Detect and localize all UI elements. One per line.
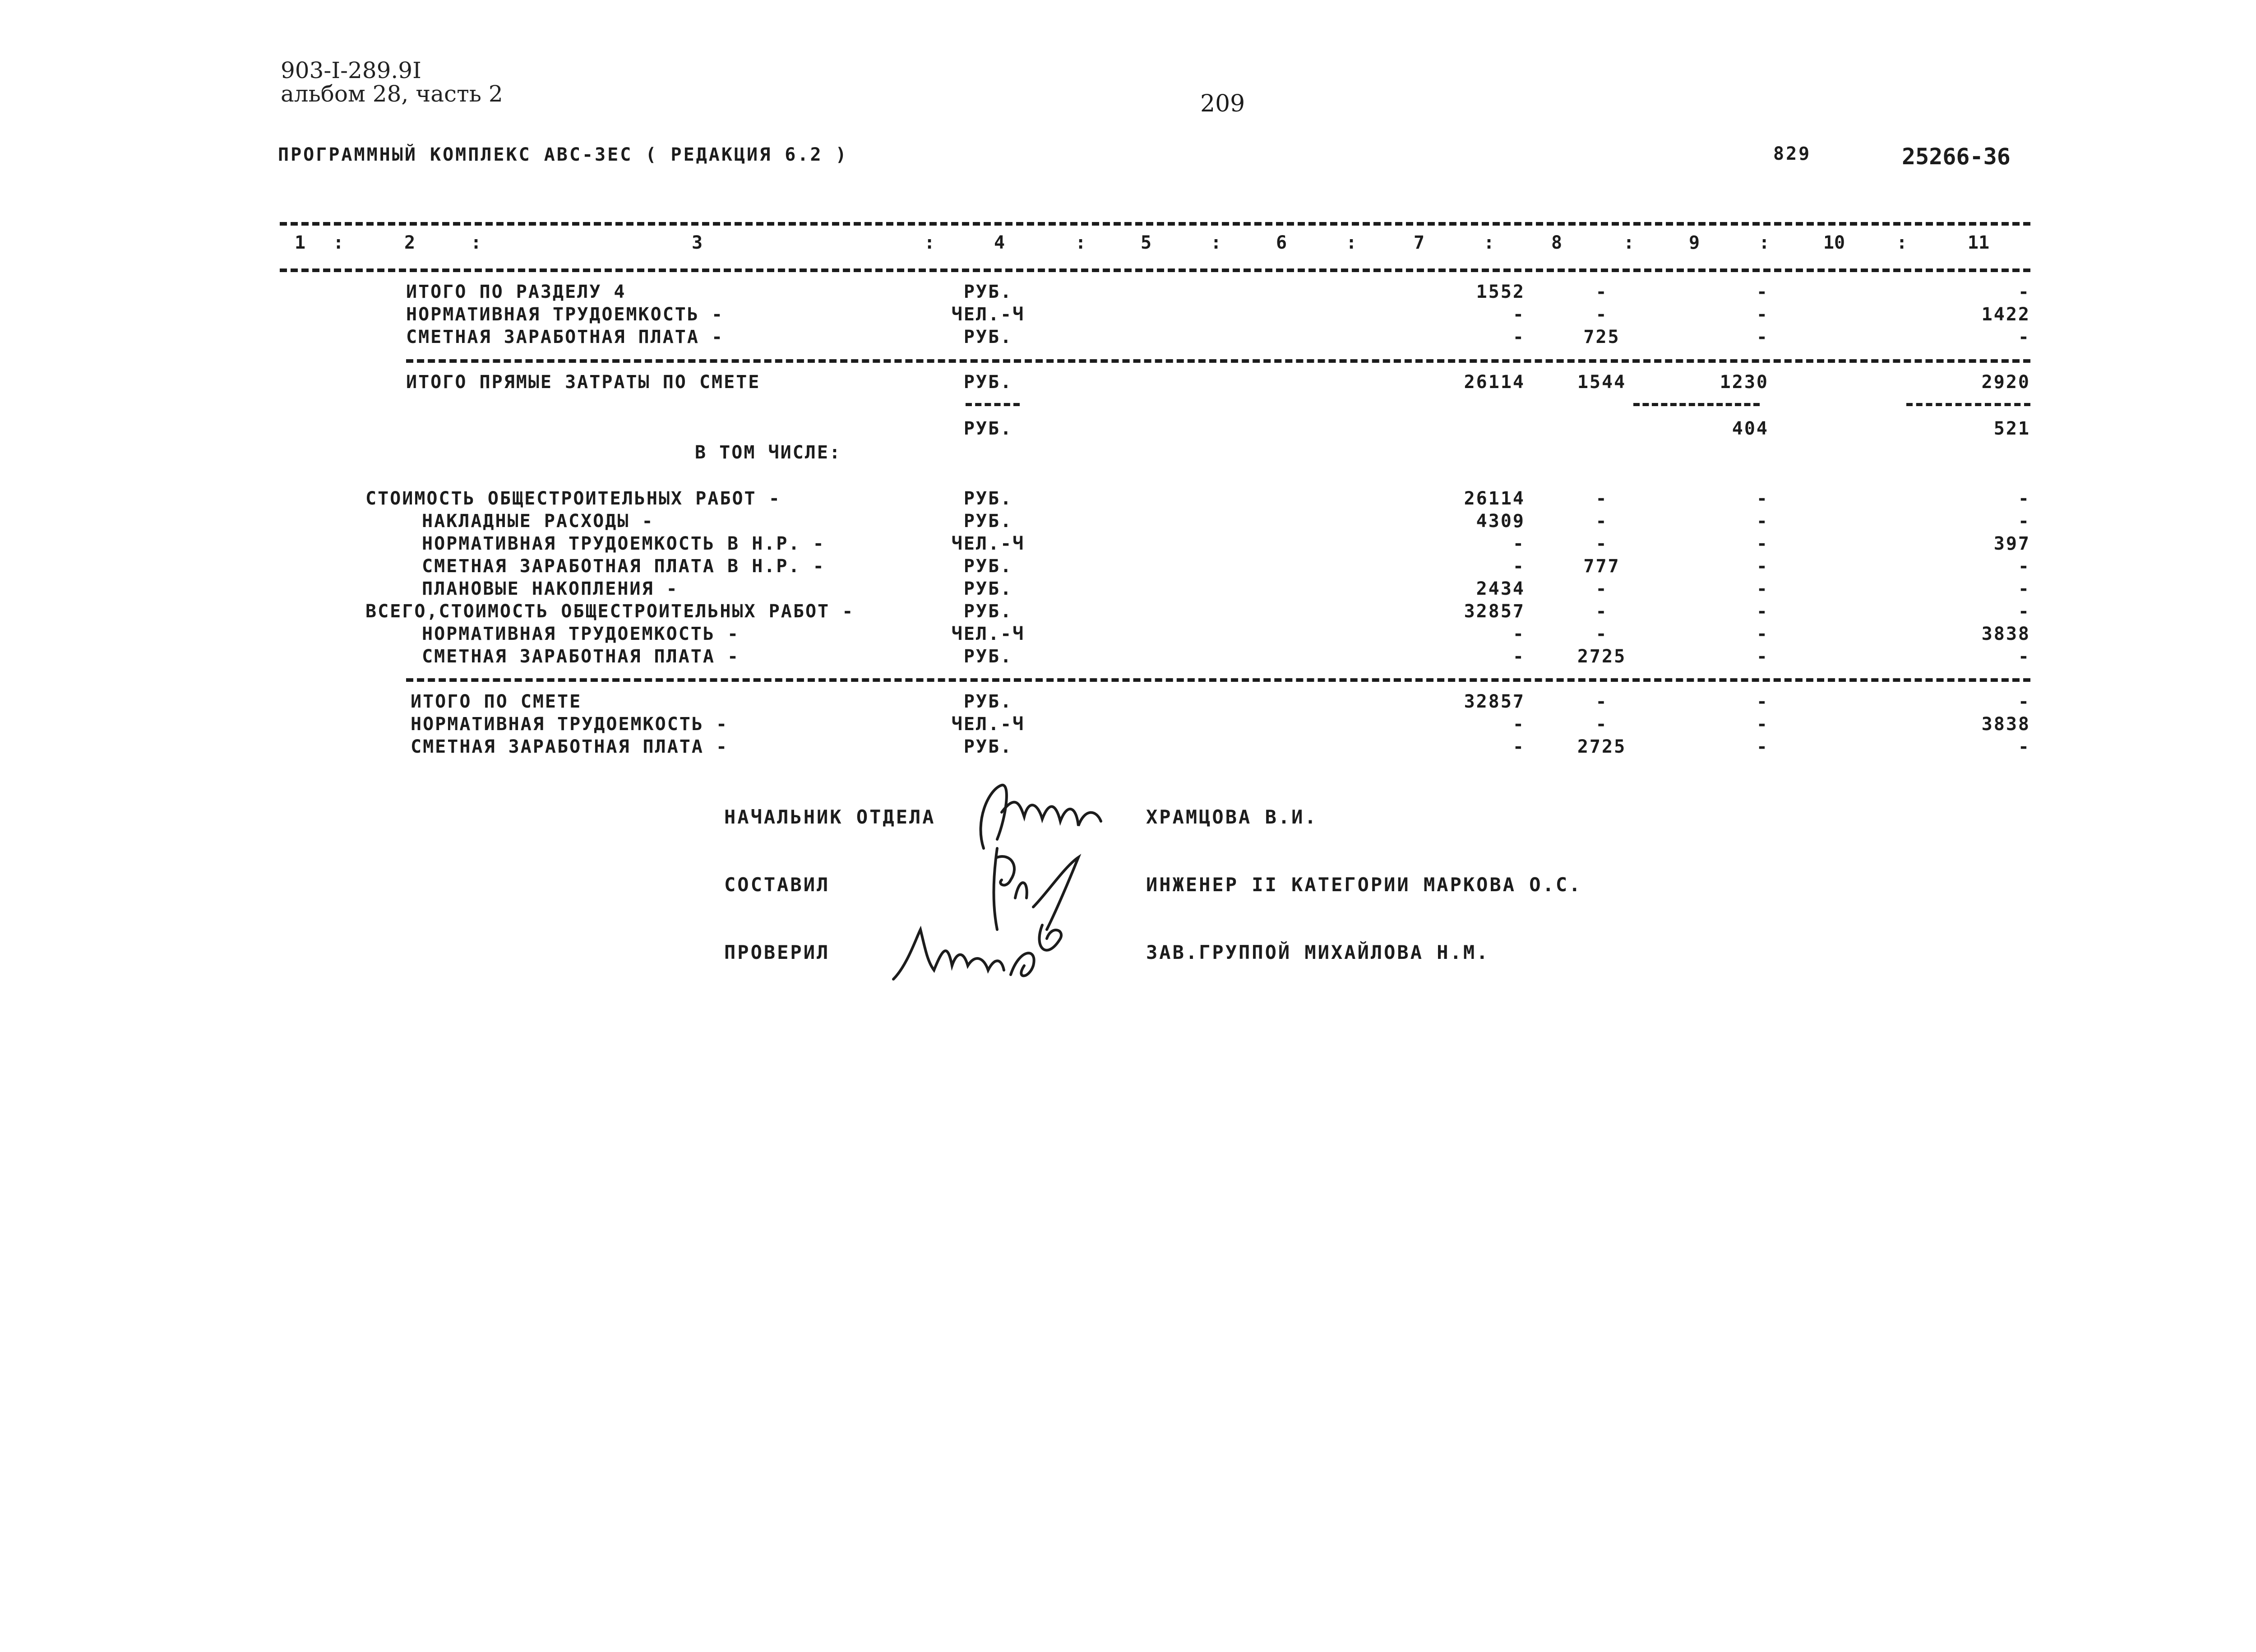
row-label: ПЛАНОВЫЕ НАКОПЛЕНИЯ -: [422, 578, 679, 599]
cell-col8: 777: [1583, 556, 1620, 577]
cell-col7: 26114: [1464, 372, 1525, 393]
row-label: НОРМАТИВНАЯ ТРУДОЕМКОСТЬ -: [406, 304, 724, 325]
column-separator: :: [470, 232, 482, 253]
column-separator: :: [1623, 232, 1635, 253]
row-label: ИТОГО ПО РАЗДЕЛУ 4: [406, 282, 626, 302]
cell-col9: -: [1756, 714, 1769, 735]
row-unit: РУБ.: [963, 511, 1013, 532]
cell-col8: -: [1595, 601, 1608, 622]
row-label: НОРМАТИВНАЯ ТРУДОЕМКОСТЬ В Н.Р. -: [422, 533, 825, 554]
signature-name-compiled: ИНЖЕНЕР II КАТЕГОРИИ МАРКОВА О.С.: [1146, 874, 1582, 896]
cell-col7: -: [1512, 533, 1525, 554]
row-unit: РУБ.: [963, 327, 1013, 347]
row-label: ВСЕГО,СТОИМОСТЬ ОБЩЕСТРОИТЕЛЬНЫХ РАБОТ -: [365, 601, 855, 622]
signature-role-checked: ПРОВЕРИЛ: [724, 941, 830, 963]
cell-col11: -: [2018, 327, 2030, 347]
column-number: 6: [1276, 232, 1287, 253]
cell-col9: -: [1756, 556, 1769, 577]
cell-col11: -: [2018, 511, 2030, 532]
cell-col9: 404: [1732, 418, 1769, 439]
cell-col7: 32857: [1464, 601, 1525, 622]
cell-col7: 32857: [1464, 691, 1525, 712]
cell-col8: 2725: [1577, 646, 1627, 667]
table-top-rule: [280, 222, 2030, 226]
cell-col9: 1230: [1720, 372, 1769, 393]
cell-col8: -: [1595, 533, 1608, 554]
column-separator: :: [1896, 232, 1908, 253]
row-unit: ЧЕЛ.-Ч: [951, 624, 1025, 644]
column-separator: :: [1210, 232, 1222, 253]
row-unit: РУБ.: [963, 372, 1013, 393]
cell-col11: -: [2018, 736, 2030, 757]
cell-col8: 2725: [1577, 736, 1627, 757]
row-label: ИТОГО ПРЯМЫЕ ЗАТРАТЫ ПО СМЕТЕ: [406, 372, 761, 393]
column-number: 2: [404, 232, 416, 253]
cell-col11: -: [2018, 282, 2030, 302]
row-label: НОРМАТИВНАЯ ТРУДОЕМКОСТЬ -: [422, 624, 740, 644]
column-number: 5: [1140, 232, 1152, 253]
cell-col8: -: [1595, 304, 1608, 325]
cell-col7: 4309: [1476, 511, 1525, 532]
table-row: [0, 578, 2256, 600]
cell-col9: -: [1756, 488, 1769, 509]
table-row: [0, 645, 2256, 668]
row-unit: ЧЕЛ.-Ч: [951, 304, 1025, 325]
row-label: ИТОГО ПО СМЕТЕ: [411, 691, 582, 712]
row-unit: РУБ.: [963, 282, 1013, 302]
table-row: [0, 713, 2256, 736]
code-25266-36: 25266-36: [1902, 143, 2011, 170]
cell-col9: -: [1756, 327, 1769, 347]
cell-col8: -: [1595, 488, 1608, 509]
cell-col8: -: [1595, 511, 1608, 532]
cell-col9: -: [1756, 736, 1769, 757]
cell-col9: -: [1756, 646, 1769, 667]
unit-underline: [966, 403, 1020, 406]
cell-col9: -: [1756, 691, 1769, 712]
row-unit: РУБ.: [963, 488, 1013, 509]
cell-col8: 1544: [1577, 372, 1627, 393]
document-code: 903-I-289.9I: [281, 57, 421, 83]
table-row: [0, 441, 2256, 464]
cell-col11: -: [2018, 578, 2030, 599]
row-label: СМЕТНАЯ ЗАРАБОТНАЯ ПЛАТА В Н.Р. -: [422, 556, 825, 577]
cell-col11: 397: [1993, 533, 2030, 554]
row-unit: ЧЕЛ.-Ч: [951, 714, 1025, 735]
table-row: [0, 736, 2256, 758]
table-row: [0, 532, 2256, 555]
row-label: В ТОМ ЧИСЛЕ:: [695, 442, 841, 463]
cell-col8: -: [1595, 624, 1608, 644]
cell-col9: -: [1756, 533, 1769, 554]
cell-col11: 3838: [1981, 714, 2030, 735]
cell-col8: -: [1595, 691, 1608, 712]
cell-col9: -: [1756, 624, 1769, 644]
album-label: альбом 28, часть 2: [281, 81, 503, 107]
cell-col7: 2434: [1476, 578, 1525, 599]
cell-col11: 1422: [1981, 304, 2030, 325]
table-row: [0, 555, 2256, 578]
cell-col9: -: [1756, 304, 1769, 325]
cell-col9: -: [1756, 601, 1769, 622]
cell-col7: -: [1512, 736, 1525, 757]
column-number: 1: [294, 232, 306, 253]
cell-col7: -: [1512, 646, 1525, 667]
cell-col9: -: [1756, 282, 1769, 302]
cell-col8: 725: [1583, 327, 1620, 347]
signature-role-compiled: СОСТАВИЛ: [724, 874, 830, 896]
row-label: СМЕТНАЯ ЗАРАБОТНАЯ ПЛАТА -: [411, 736, 729, 757]
section-rule-1: [406, 359, 2030, 363]
program-title: ПРОГРАММНЫЙ КОМПЛЕКС АВС-3ЕС ( РЕДАКЦИЯ 6.2 ): [278, 144, 848, 165]
section-rule-2: [406, 678, 2030, 682]
table-row: [0, 281, 2256, 303]
cell-col8: -: [1595, 714, 1608, 735]
cell-col11: -: [2018, 691, 2030, 712]
cell-col11: -: [2018, 488, 2030, 509]
cell-col7: -: [1512, 304, 1525, 325]
column-number: 3: [691, 232, 703, 253]
row-unit: ЧЕЛ.-Ч: [951, 533, 1025, 554]
row-label: НОРМАТИВНАЯ ТРУДОЕМКОСТЬ -: [411, 714, 729, 735]
signature-role-head: НАЧАЛЬНИК ОТДЕЛА: [724, 806, 936, 828]
row-unit: РУБ.: [963, 578, 1013, 599]
signature-name-head: ХРАМЦОВА В.И.: [1146, 806, 1318, 828]
row-label: СТОИМОСТЬ ОБЩЕСТРОИТЕЛЬНЫХ РАБОТ -: [365, 488, 781, 509]
signature-name-checked: ЗАВ.ГРУППОЙ МИХАЙЛОВА Н.М.: [1146, 941, 1490, 963]
table-row: [0, 690, 2256, 713]
column-number: 9: [1688, 232, 1700, 253]
row-label: СМЕТНАЯ ЗАРАБОТНАЯ ПЛАТА -: [422, 646, 740, 667]
cell-col7: -: [1512, 624, 1525, 644]
row-label: СМЕТНАЯ ЗАРАБОТНАЯ ПЛАТА -: [406, 327, 724, 347]
row-unit: РУБ.: [963, 601, 1013, 622]
column-separator: :: [924, 232, 935, 253]
column-number: 11: [1967, 232, 1990, 253]
row-unit: РУБ.: [963, 418, 1013, 439]
c9-underline: [1633, 403, 1760, 406]
cell-col7: 26114: [1464, 488, 1525, 509]
cell-col11: -: [2018, 556, 2030, 577]
table-row: [0, 487, 2256, 510]
table-row: [0, 623, 2256, 645]
cell-col8: -: [1595, 282, 1608, 302]
cell-col7: -: [1512, 556, 1525, 577]
row-label: НАКЛАДНЫЕ РАСХОДЫ -: [422, 511, 654, 532]
page-number: 209: [1200, 90, 1245, 117]
column-number: 7: [1413, 232, 1425, 253]
table-row: [0, 510, 2256, 532]
code-829: 829: [1773, 143, 1812, 164]
cell-col7: -: [1512, 327, 1525, 347]
column-number: 10: [1823, 232, 1845, 253]
cell-col11: 3838: [1981, 624, 2030, 644]
column-separator: :: [1345, 232, 1357, 253]
cell-col9: -: [1756, 578, 1769, 599]
cell-col11: -: [2018, 601, 2030, 622]
row-unit: РУБ.: [963, 691, 1013, 712]
row-unit: РУБ.: [963, 736, 1013, 757]
cell-col9: -: [1756, 511, 1769, 532]
cell-col11: 2920: [1981, 372, 2030, 393]
column-number: 8: [1551, 232, 1563, 253]
cell-col11: 521: [1993, 418, 2030, 439]
table-row: [0, 600, 2256, 623]
table-header-rule: [280, 268, 2030, 272]
column-number: 4: [994, 232, 1005, 253]
table-row: [0, 371, 2256, 393]
column-separator: :: [333, 232, 344, 253]
column-separator: :: [1483, 232, 1495, 253]
row-unit: РУБ.: [963, 556, 1013, 577]
column-separator: :: [1758, 232, 1770, 253]
cell-col7: -: [1512, 714, 1525, 735]
table-row: [0, 417, 2256, 440]
cell-col11: -: [2018, 646, 2030, 667]
cell-col8: -: [1595, 578, 1608, 599]
row-unit: РУБ.: [963, 646, 1013, 667]
c11-underline: [1906, 403, 2030, 406]
column-separator: :: [1075, 232, 1086, 253]
table-row: [0, 326, 2256, 348]
cell-col7: 1552: [1476, 282, 1525, 302]
table-row: [0, 303, 2256, 326]
handwritten-signature-3: [884, 912, 1074, 988]
